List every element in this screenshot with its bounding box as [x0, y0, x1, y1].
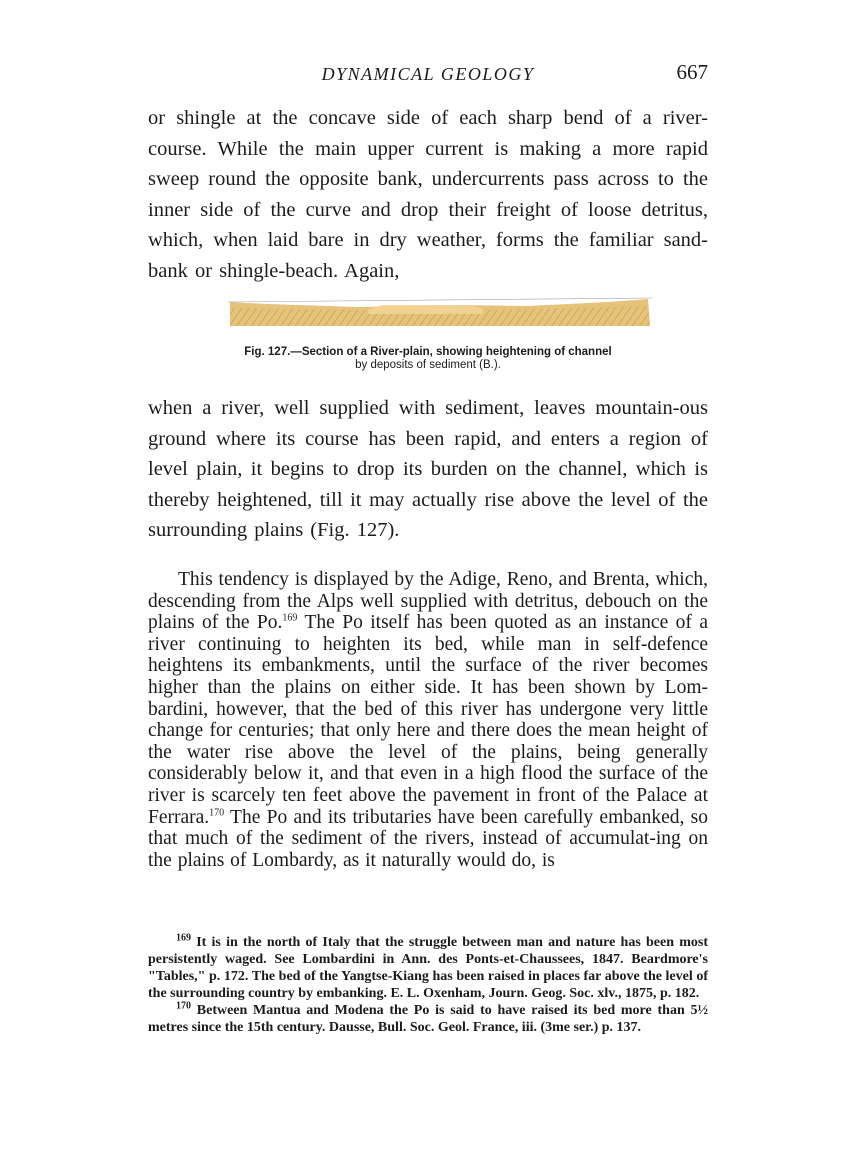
footnote-ref-170[interactable]: 170: [209, 807, 225, 819]
footnote-number: 169: [176, 932, 191, 944]
surface-line: [228, 298, 652, 302]
running-title: DYNAMICAL GEOLOGY: [321, 64, 535, 84]
figure-caption-line-1: —Section of a River-plain, showing heightening of channel: [290, 346, 612, 358]
running-head: [148, 60, 708, 88]
paragraph-3-part-3: The Po and its tributaries have been carefully embanked, so that much of the sediment of the rivers, instead of accumulat-ing on the plains of Lombardy, as it naturally would do, is: [148, 806, 708, 871]
figure-caption-line-2: by deposits of sediment (B.).: [355, 359, 501, 371]
river-plain-section-illustration: [228, 296, 652, 330]
raised-channel: [368, 305, 483, 314]
figure-caption: [148, 346, 708, 372]
footnotes: [148, 934, 708, 1036]
paragraph-1: or shingle at the concave side of each sharp bend of a river-course. While the main upper current is making a more rapid sweep round the opposite bank, undercurrents pass across to the inner side of the curve and drop their freight of loose detritus, which, when laid bare in dry weather, forms the familiar sand-bank or shingle-beach. Again,: [148, 107, 708, 282]
paragraph-2: when a river, well supplied with sediment, leaves mountain-ous ground where its course has been rapid, and enters a region of level plain, it begins to drop its burden on the channel, which is thereby heightened, till it may actually rise above the level of the surrounding plains (Fig. 127).: [148, 397, 708, 541]
footnote-text: Between Mantua and Modena the Po is said to have raised its bed more than 5½ metres since the 15th century. Dausse, Bull. Soc. Geol. France, iii. (3me ser.) p. 137.: [148, 1003, 708, 1035]
figure-127: [148, 296, 708, 386]
footnote-number: 170: [176, 1000, 191, 1012]
page-number: 667: [676, 60, 708, 84]
paragraph-3-part-2: The Po itself has been quoted as an instance of a river continuing to heighten its bed, while man in self-defence heightens its embankments, until the surface of the river becomes higher than the plains on either side. It has been shown by Lom-bardini, however, that the bed of this river has undergone very little change for centuries; that only here and there does the mean height of the water rise above the level of the plains, being generally considerably below it, and that even in a high flood the surface of the river is scarcely ten feet above the pavement in front of the Palace at Ferrara.: [148, 612, 708, 828]
footnote-text: It is in the north of Italy that the struggle between man and nature has been most persistently waged. See Lombardini in Ann. des Ponts-et-Chaussees, 1847. Beardmore's "Tables," p. 172. The bed of the Yangtse-Kiang has been raised in places far above the level of the surrounding country by embanking. E. L. Oxenham, Journ. Geog. Soc. xlv., 1875, p. 182.: [148, 935, 708, 1001]
paragraph-3: [148, 569, 708, 871]
figure-label: Fig. 127.: [244, 346, 291, 358]
footnote-169: [148, 934, 708, 1002]
footnote-ref-169[interactable]: 169: [282, 612, 298, 624]
footnote-170: [148, 1002, 708, 1036]
paragraph-3-part-1: This tendency is displayed by the Adige, Reno, and Brenta, which, descending from the Alps well supplied with detritus, debouch on the plains of the Po.: [148, 569, 708, 634]
